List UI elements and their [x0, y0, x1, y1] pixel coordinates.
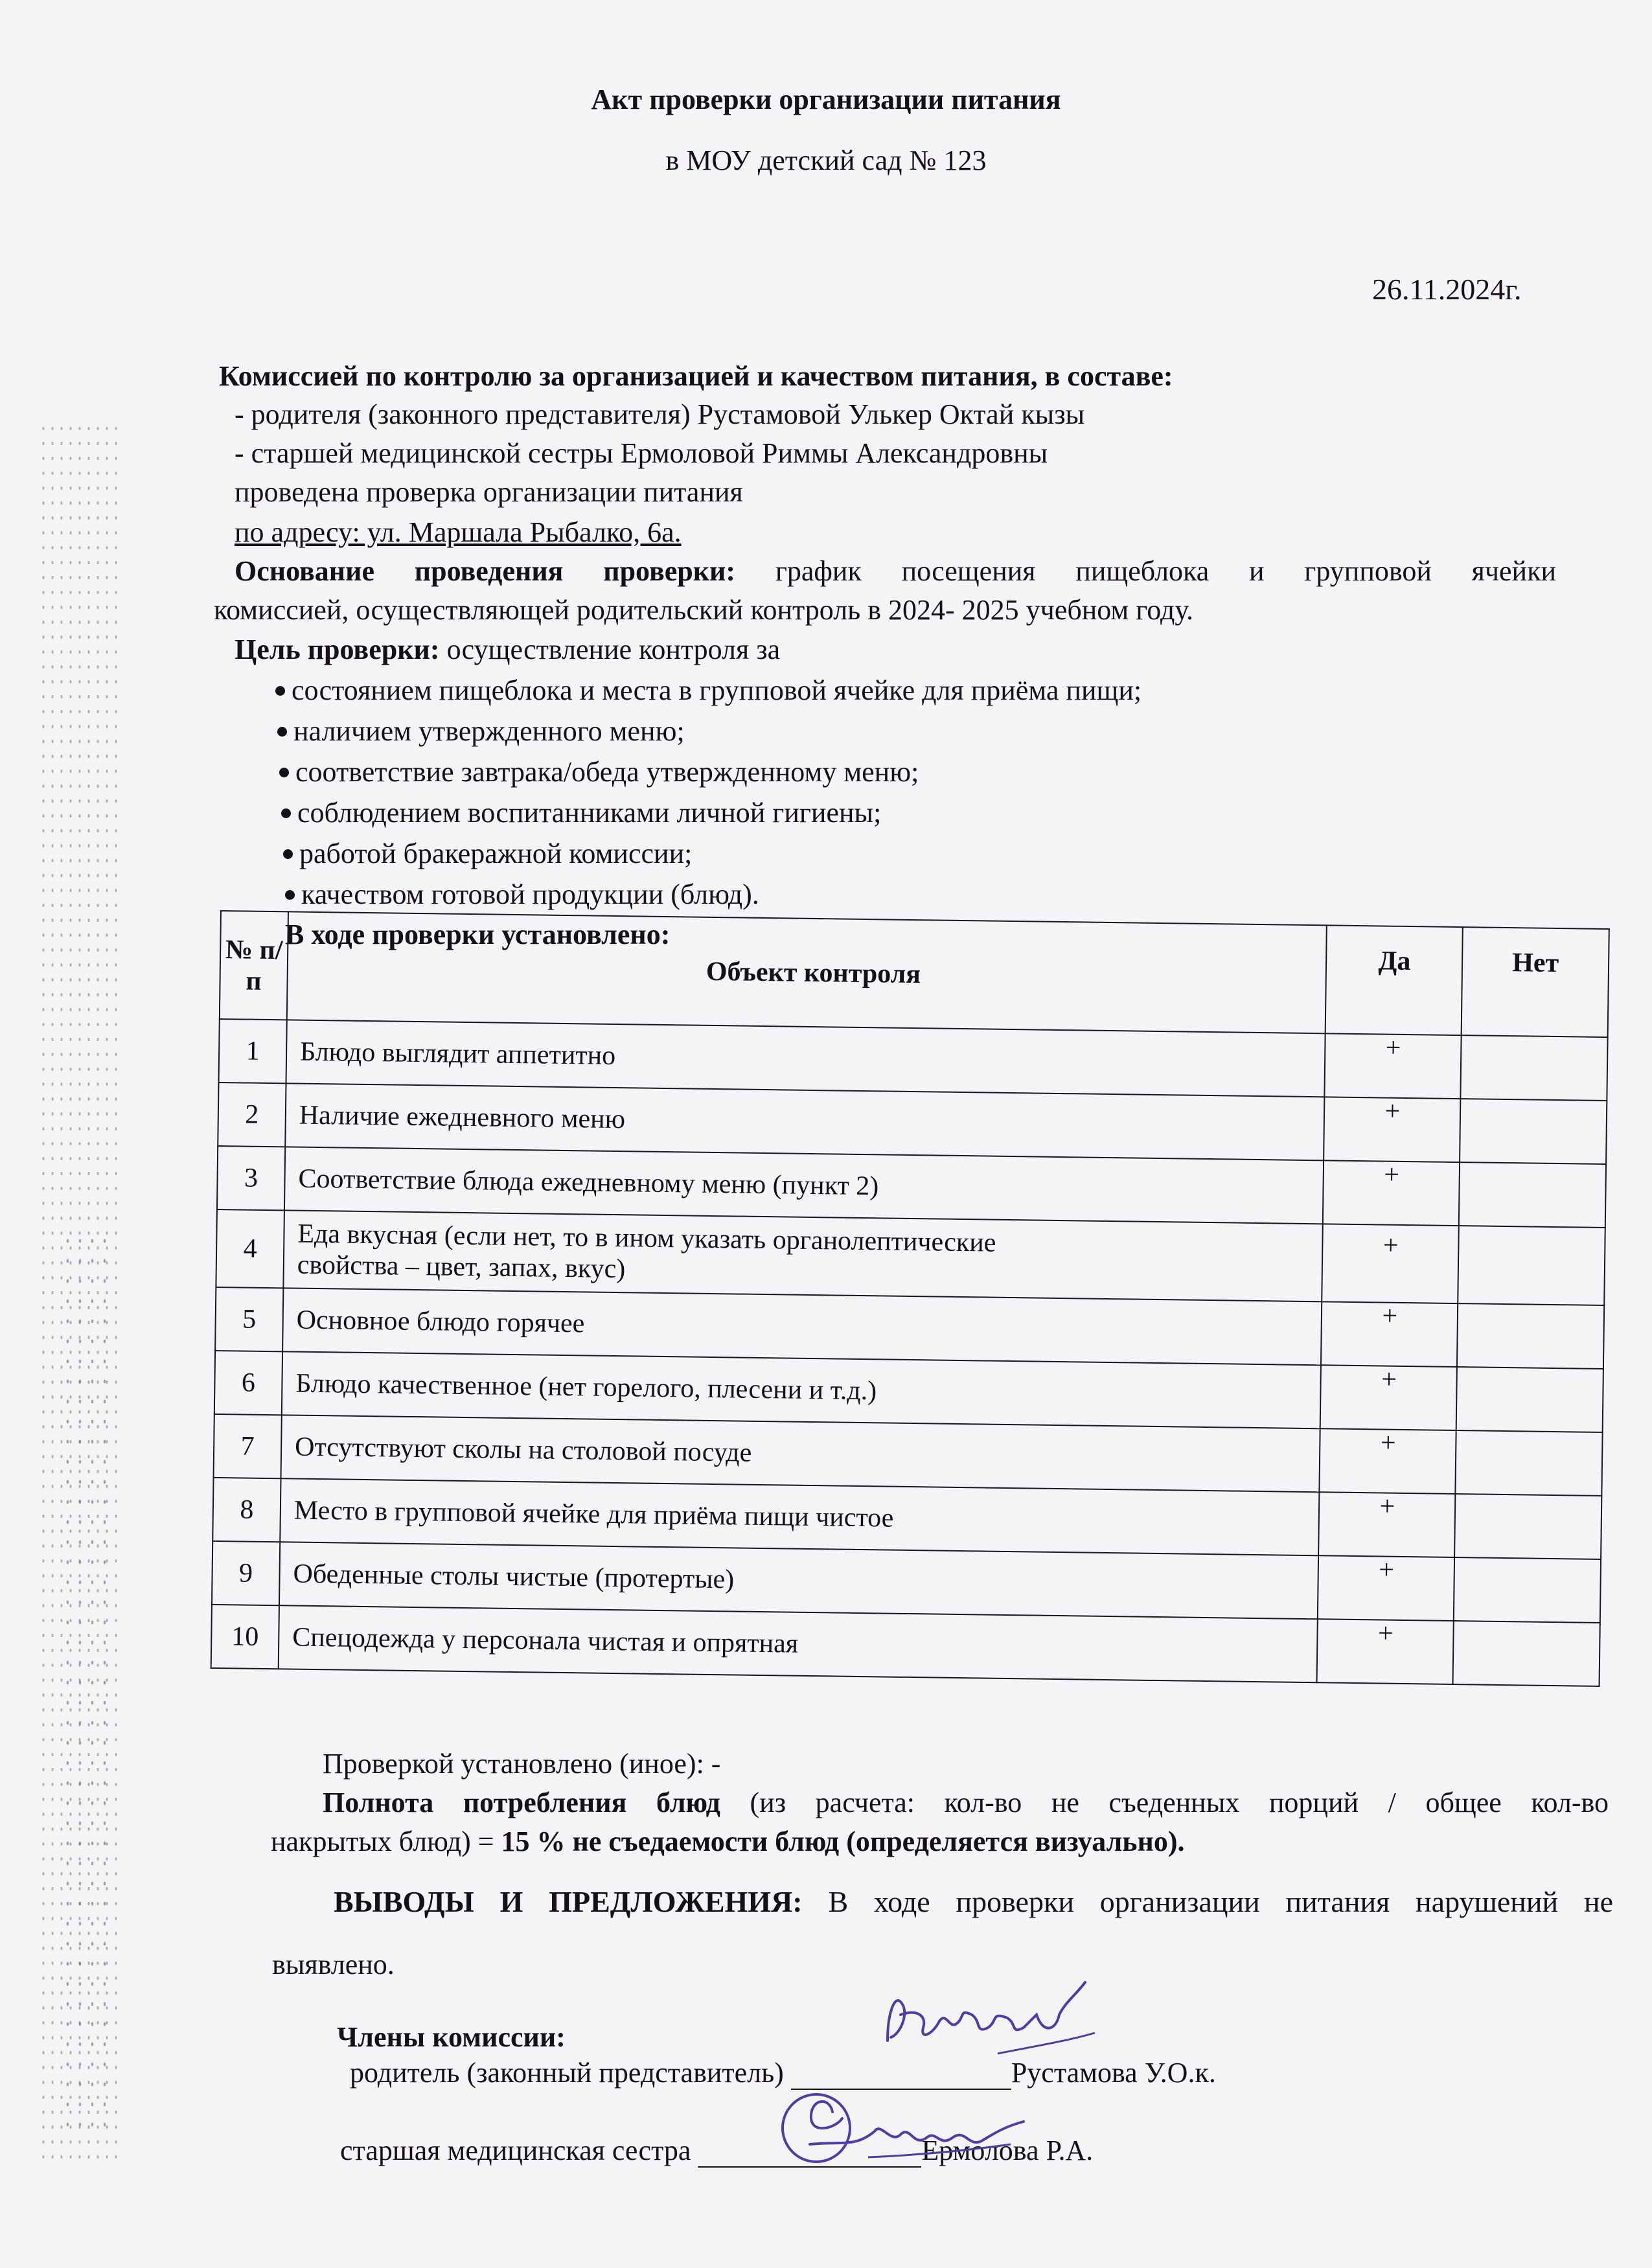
row-no [1454, 1494, 1601, 1559]
goal-bullet: наличием утвержденного меню; [277, 715, 685, 748]
row-object: Блюдо качественное (нет горелого, плесени и т.д.) [282, 1351, 1321, 1428]
member-line: - старшей медицинской сестры Ермоловой Риммы Александровны [235, 437, 1048, 469]
row-object: Основное блюдо горячее [282, 1288, 1322, 1365]
row-num: 10 [211, 1605, 279, 1669]
row-yes: + [1325, 1033, 1462, 1099]
consumption-line2: накрытых блюд) = 15 % не съедаемости блюд (определяется визуально). [271, 1826, 1185, 1857]
nurse-role: старшая медицинская сестра [340, 2135, 691, 2166]
goal-line [235, 634, 780, 667]
goal-label: Цель проверки: [235, 634, 440, 665]
row-yes: + [1321, 1301, 1458, 1367]
header-num: № п/п [220, 911, 288, 1020]
row-no [1453, 1621, 1600, 1686]
row-no [1457, 1303, 1604, 1369]
bullet-icon [279, 768, 289, 777]
row-yes: + [1318, 1555, 1454, 1621]
row-object: Наличие ежедневного меню [285, 1083, 1324, 1160]
document-date: 26.11.2024г. [1372, 273, 1522, 306]
commission-heading: Комиссией по контролю за организацией и качеством питания, в составе: [219, 360, 1173, 392]
member-line: - родителя (законного представителя) Рустамовой Улькер Октай кызы [235, 398, 1085, 430]
signatures-heading: Члены комиссии: [337, 2021, 566, 2053]
nurse-name: Ермолова Р.А. [921, 2135, 1094, 2166]
basis-text-line2: комиссией, осуществляющей родительский контроль в 2024- 2025 учебном году. [214, 594, 1193, 626]
row-num: 2 [218, 1082, 286, 1147]
basis-line [235, 555, 1556, 588]
goal-bullet: состоянием пищеблока и места в групповой ячейке для приёма пищи; [275, 674, 1141, 707]
scan-noise [62, 1231, 113, 2138]
basis-label: Основание проведения проверки: [235, 555, 736, 587]
goal-bullet: соблюдением воспитанниками личной гигиены; [281, 796, 881, 829]
row-object: Соответствие блюда ежедневному меню (пункт 2) [284, 1147, 1324, 1224]
nurse-signature [771, 2083, 1043, 2180]
row-no [1461, 1035, 1608, 1101]
bullet-icon [285, 890, 295, 900]
row-yes: + [1320, 1365, 1457, 1430]
row-num: 5 [215, 1287, 283, 1351]
findings-table [211, 910, 1610, 1687]
row-object: Место в групповой ячейке для приёма пищи чистое [280, 1478, 1319, 1555]
header-yes: Да [1325, 925, 1463, 1035]
row-yes: + [1324, 1097, 1460, 1162]
header-no: Нет [1462, 927, 1609, 1037]
other-findings: Проверкой установлено (иное): - [323, 1748, 721, 1780]
conclusions-label: ВЫВОДЫ И ПРЕДЛОЖЕНИЯ: [334, 1885, 803, 1918]
consumption-label: Полнота потребления блюд [323, 1787, 720, 1818]
row-no [1454, 1557, 1601, 1623]
row-num: 6 [214, 1351, 282, 1415]
goal-text: осуществление контроля за [446, 634, 781, 665]
parent-name: Рустамова У.О.к. [1011, 2057, 1216, 2089]
row-num: 4 [216, 1209, 284, 1288]
row-num: 7 [214, 1414, 282, 1478]
row-num: 1 [219, 1019, 287, 1083]
row-object: Спецодежда у персонала чистая и опрятная [279, 1605, 1318, 1682]
row-no [1456, 1430, 1603, 1496]
bullet-icon [283, 849, 293, 859]
goal-bullet: качеством готовой продукции (блюд). [285, 878, 759, 911]
conclusions-line [334, 1885, 1613, 1919]
findings-heading: В ходе проверки установлено: [285, 919, 671, 950]
parent-signature [862, 1956, 1147, 2092]
goal-bullet: работой бракеражной комиссии; [283, 837, 692, 870]
document-title: Акт проверки организации питания [591, 84, 1061, 115]
inspection-line: проведена проверка организации питания [235, 476, 743, 508]
row-num: 8 [212, 1478, 281, 1542]
header-object: Объект контроля [287, 911, 1327, 1033]
conclusions-text: В ходе проверки организации питания нарушений не [828, 1885, 1613, 1918]
goal-bullet: соответствие завтрака/обеда утвержденному меню; [279, 755, 919, 788]
parent-role: родитель (законный представитель) [350, 2057, 784, 2089]
bullet-icon [277, 727, 287, 737]
row-yes: + [1323, 1160, 1460, 1226]
row-no [1456, 1367, 1603, 1432]
document-subtitle: в МОУ детский сад № 123 [665, 144, 987, 176]
row-object: Обеденные столы чистые (протертые) [279, 1542, 1318, 1619]
bullet-icon [281, 808, 291, 818]
consumption-text: (из расчета: кол-во не съеденных порций / общее кол-во [750, 1787, 1609, 1818]
conclusions-line2: выявлено. [272, 1949, 395, 1980]
address-line: по адресу: ул. Маршала Рыбалко, 6а. [235, 516, 682, 548]
row-yes: + [1318, 1492, 1455, 1557]
row-yes: + [1320, 1428, 1456, 1494]
row-no [1459, 1162, 1606, 1228]
bullet-icon [275, 686, 285, 696]
row-object: Отсутствуют сколы на столовой посуде [281, 1415, 1320, 1492]
row-yes: + [1317, 1619, 1454, 1684]
row-object: Блюдо выглядит аппетитно [286, 1020, 1325, 1097]
row-no [1460, 1099, 1607, 1164]
row-num: 3 [217, 1146, 285, 1210]
row-no [1458, 1226, 1605, 1305]
basis-text: график посещения пищеблока и групповой ячейки [775, 555, 1556, 587]
consumption-line [323, 1787, 1609, 1820]
row-num: 9 [212, 1541, 280, 1605]
row-object: Еда вкусная (если нет, то в ином указать органолептические свойства – цвет, запах, вкус) [283, 1210, 1323, 1301]
row-yes: + [1322, 1224, 1460, 1303]
